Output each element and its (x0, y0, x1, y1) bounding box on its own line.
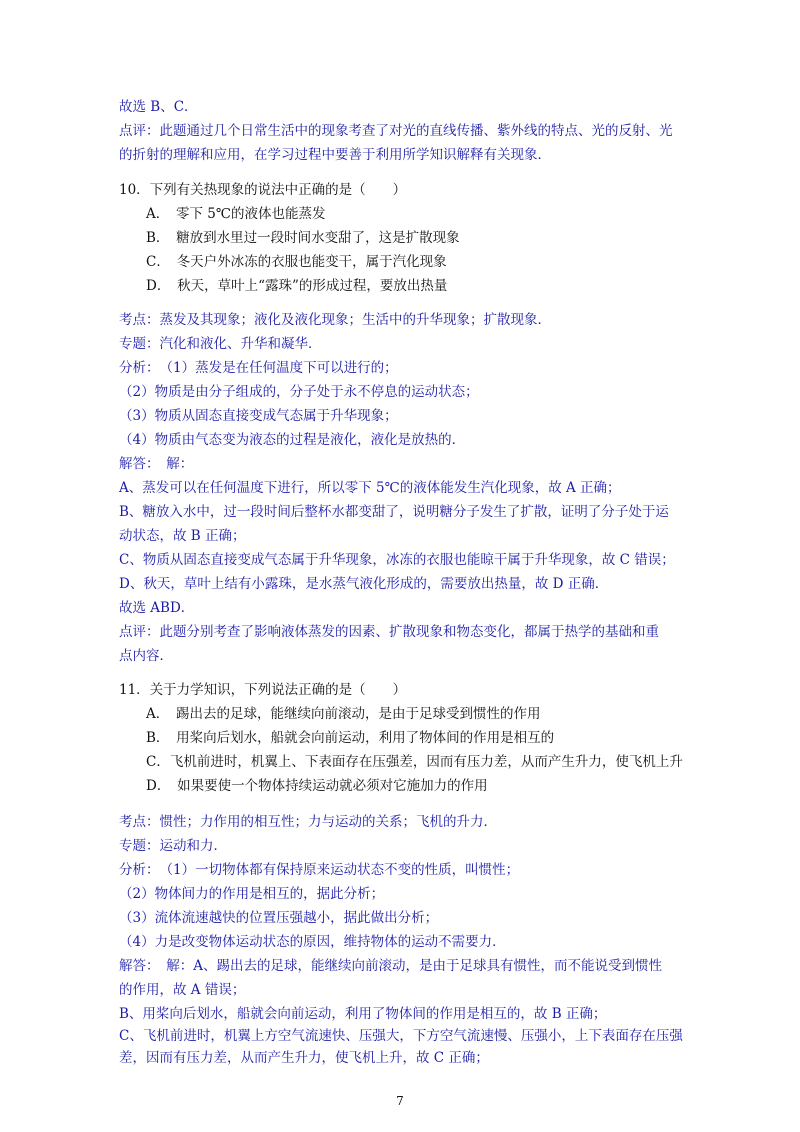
q11-option-d: D． 如果要使一个物体持续运动就必须对它施加力的作用 (146, 778, 488, 794)
q10-solution: C、物质从固态直接变成气态属于升华现象，冰冻的衣服也能晾干属于升华现象，故 C 错误； (119, 552, 675, 568)
comment-line: 的折射的理解和应用，在学习过程中要善于利用所学知识解释有关现象． (119, 147, 551, 163)
q10-option-a: A． 零下 5℃的液体也能蒸发 (146, 206, 326, 222)
q11-analysis: （4）力是改变物体运动状态的原因，维持物体的运动不需要力． (119, 934, 506, 950)
q11-analysis: 分析： （1）一切物体都有保持原来运动状态不变的性质，叫惯性； (119, 862, 520, 878)
q11-analysis: （3）流体流速越快的位置压强越小，据此做出分析； (119, 910, 439, 926)
q10-option-b: B． 糖放到水里过一段时间水变甜了，这是扩散现象 (146, 230, 460, 246)
q10-solution: D、秋天，草叶上结有小露珠，是水蒸气液化形成的，需要放出热量，故 D 正确． (119, 576, 609, 592)
q10-solution: B、糖放入水中，过一段时间后整杯水都变甜了，说明糖分子发生了扩散，证明了分子处于运 (119, 504, 669, 520)
q11-solution: B、用桨向后划水，船就会向前运动，利用了物体间的作用是相互的，故 B 正确； (119, 1006, 607, 1022)
answer-choice: 故选 B、C． (119, 99, 198, 115)
q11-option-b: B． 用桨向后划水，船就会向前运动，利用了物体间的作用是相互的 (146, 730, 555, 746)
page-number: 7 (396, 1094, 404, 1108)
q10-comment: 点评：此题分别考查了影响液体蒸发的因素、扩散现象和物态变化，都属于热学的基础和重 (119, 624, 659, 640)
q11-solution: C、飞机前进时，机翼上方空气流速快、压强大，下方空气流速慢、压强小，上下表面存在压强 (119, 1028, 683, 1044)
q10-solution: 解答： 解： (119, 456, 194, 472)
q10-answer-choice: 故选 ABD． (119, 600, 195, 616)
q11-solution: 的作用，故 A 错误； (119, 982, 246, 998)
q10-option-d: D． 秋天，草叶上“露珠”的形成过程，要放出热量 (146, 278, 448, 294)
q10-analysis: 分析： （1）蒸发是在任何温度下可以进行的； (119, 360, 398, 376)
q11-solution: 差，因而有压力差，从而产生升力，使飞机上升，故 C 正确； (119, 1050, 489, 1066)
q11-analysis: （2）物体间力的作用是相互的，据此分析； (119, 886, 385, 902)
q10-comment: 点内容． (119, 648, 173, 664)
q10-option-c: C． 冬天户外冰冻的衣服也能变干，属于汽化现象 (146, 254, 447, 270)
q11-solution: 解答： 解：A、踢出去的足球，能继续向前滚动，是由于足球具有惯性，而不能说受到惯性 (119, 958, 662, 974)
q10-analysis: （2）物质是由分子组成的，分子处于永不停息的运动状态； (119, 384, 479, 400)
q11-topic: 专题：运动和力． (119, 838, 227, 854)
q11-option-c: C．飞机前进时，机翼上、下表面存在压强差，因而有压力差，从而产生升力，使飞机上升 (146, 754, 683, 770)
q10-knowledge-point: 考点：蒸发及其现象；液化及液化现象；生活中的升华现象；扩散现象． (119, 312, 551, 328)
q10-analysis: （4）物质由气态变为液态的过程是液化，液化是放热的． (119, 432, 466, 448)
question-11-stem: 11．关于力学知识，下列说法正确的是（ ） (119, 682, 407, 698)
comment-line: 点评：此题通过几个日常生活中的现象考查了对光的直线传播、紫外线的特点、光的反射、光 (119, 123, 673, 139)
question-10-stem: 10．下列有关热现象的说法中正确的是（ ） (119, 182, 407, 198)
q10-solution: A、蒸发可以在任何温度下进行，所以零下 5℃的液体能发生汽化现象，故 A 正确； (119, 480, 621, 496)
q10-analysis: （3）物质从固态直接变成气态属于升华现象； (119, 408, 398, 424)
q11-option-a: A． 踢出去的足球，能继续向前滚动，是由于足球受到惯性的作用 (146, 706, 541, 722)
q10-topic: 专题：汽化和液化、升华和凝华． (119, 336, 322, 352)
q11-knowledge-point: 考点：惯性；力作用的相互性；力与运动的关系；飞机的升力． (119, 814, 497, 830)
q10-solution: 动状态，故 B 正确； (119, 528, 246, 544)
